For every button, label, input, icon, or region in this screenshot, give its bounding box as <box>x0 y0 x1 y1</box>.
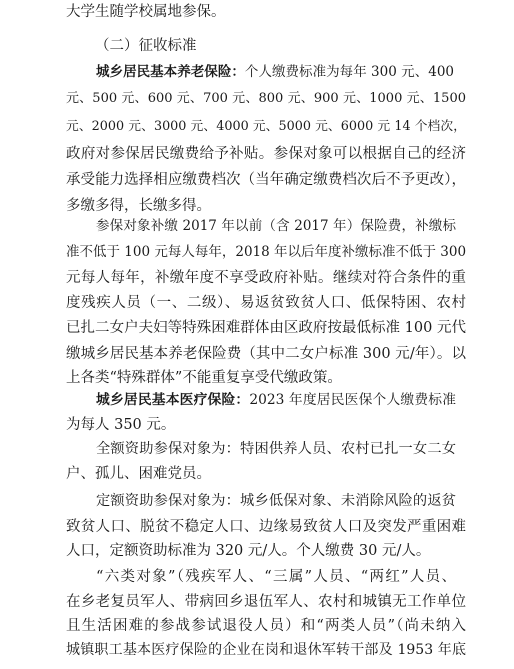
text-line <box>66 293 466 313</box>
text-line <box>96 62 454 82</box>
text-span: “六类对象”（残疾军人、“三属”人员、“两红”人员、 <box>96 569 456 585</box>
text-line <box>66 318 466 338</box>
bold-lead-span: 城乡居民基本养老保险： <box>96 64 245 80</box>
text-line <box>66 242 466 262</box>
text-span: 城镇职工基本医疗保险的企业在岗和退休军转干部及 1953 年底 <box>66 642 466 658</box>
text-span: 参保对象补缴 2017 年以前（含 2017 年）保险费，补缴标 <box>96 218 456 234</box>
text-line <box>66 117 466 137</box>
text-span: 定额资助参保对象为：城乡低保对象、未消除风险的返贫 <box>96 493 456 509</box>
text-span: 准不低于 100 元每人每年，2018 年以后年度补缴标准不低于 300 <box>66 244 466 260</box>
text-span: 全额资助参保对象为：特困供养人员、农村已扎一女二女 <box>96 441 456 457</box>
text-line <box>96 390 456 410</box>
text-span: 度残疾人员（一、二级）、易返贫致贫人口、低保特困、农村 <box>66 295 466 311</box>
text-line <box>66 616 466 636</box>
text-line <box>66 368 466 388</box>
text-line <box>66 640 466 660</box>
text-line <box>66 541 466 561</box>
text-line <box>96 439 456 459</box>
text-line <box>96 216 456 236</box>
text-span: 元、2000 元、3000 元、4000 元、5000 元、6000 元 14 个档次， <box>66 119 466 134</box>
text-span: （二）征收标准 <box>95 38 197 54</box>
text-span: 上各类“特殊群体”不能重复享受代缴政策。 <box>66 370 342 386</box>
text-span: 元每人每年，补缴年度不享受政府补贴。继续对符合条件的重 <box>66 270 466 286</box>
text-span: 个人缴费标准为每年 300 元、400 <box>244 64 454 80</box>
text-line <box>66 196 466 216</box>
text-line <box>66 144 466 164</box>
text-span: 户、孤儿、困难党员。 <box>66 466 211 482</box>
text-line <box>66 517 466 537</box>
text-span: 承受能力选择相应缴费档次（当年确定缴费档次后不予更改）， <box>66 172 466 188</box>
text-span: 缴城乡居民基本养老保险费（其中二女户标准 300 元/年）。以 <box>66 346 466 362</box>
text-span: 且生活困难的参战参试退役人员）和“两类人员”（尚未纳入 <box>66 618 466 634</box>
text-span: 多缴多得，长缴多得。 <box>66 198 211 214</box>
text-span: 政府对参保居民缴费给予补贴。参保对象可以根据自己的经济 <box>66 146 466 162</box>
text-span: 致贫人口、脱贫不稳定人口、边缘易致贫人口及突发严重困难 <box>66 519 466 535</box>
text-span: 在乡老复员军人、带病回乡退伍军人、农村和城镇无工作单位 <box>66 594 466 610</box>
text-line <box>66 2 466 22</box>
text-line <box>96 567 456 587</box>
text-line <box>66 89 466 109</box>
text-line <box>66 464 466 484</box>
bold-lead-span: 城乡居民基本医疗保险： <box>96 392 250 408</box>
text-line <box>66 170 466 190</box>
text-line <box>66 344 466 364</box>
text-span: 为每人 350 元。 <box>66 417 176 433</box>
text-span: 2023 年度居民医保个人缴费标准 <box>249 392 456 408</box>
text-span: 大学生随学校属地参保。 <box>66 4 226 20</box>
text-line <box>66 415 466 435</box>
text-span: 已扎二女户夫妇等特殊困难群体由区政府按最低标准 100 元代 <box>66 320 466 336</box>
text-line <box>96 491 456 511</box>
text-line <box>66 592 466 612</box>
text-line <box>66 268 466 288</box>
text-span: 人口，定额资助标准为 320 元/人。个人缴费 30 元/人。 <box>66 543 431 559</box>
text-span: 元、500 元、600 元、700 元、800 元、900 元、1000 元、1500 <box>66 91 466 106</box>
section-heading <box>95 36 495 56</box>
